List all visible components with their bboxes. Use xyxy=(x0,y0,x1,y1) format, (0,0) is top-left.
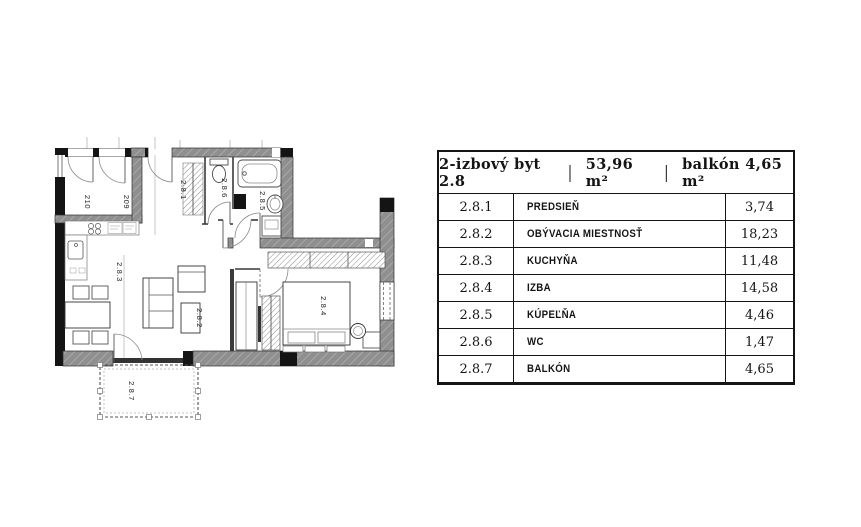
room-area: 1,47 xyxy=(745,334,774,350)
table-row xyxy=(439,221,793,248)
dining-set-icon xyxy=(65,286,110,344)
room-label-balcony: 2.8.7 xyxy=(127,381,136,401)
room-label-209: 209 xyxy=(122,194,131,210)
room-area: 4,46 xyxy=(745,307,774,323)
door-210 xyxy=(68,157,93,182)
room-area: 11,48 xyxy=(740,253,779,269)
room-area: 4,65 xyxy=(745,361,774,377)
room-code: 2.8.4 xyxy=(439,275,514,301)
room-code: 2.8.2 xyxy=(439,221,514,247)
room-name: IZBA xyxy=(514,275,726,301)
room-area: 14,58 xyxy=(740,280,779,296)
table-row xyxy=(439,275,793,302)
floor-plan xyxy=(52,136,404,428)
room-name: KÚPEĽŇA xyxy=(514,302,726,328)
room-label-living: 2.8.2 xyxy=(195,308,204,328)
table-row xyxy=(439,194,793,221)
washbasin-icon xyxy=(267,195,283,213)
room-code: 2.8.5 xyxy=(439,302,514,328)
side-table-icon xyxy=(351,324,381,349)
table-row xyxy=(439,356,793,382)
room-area: 18,23 xyxy=(740,226,779,242)
room-label-bedroom: 2.8.4 xyxy=(319,296,328,316)
table-row xyxy=(439,302,793,329)
room-label-wc: 2.8.6 xyxy=(220,178,229,198)
hall-living-door xyxy=(223,220,251,248)
room-code: 2.8.6 xyxy=(439,329,514,355)
unit-area-table xyxy=(437,150,795,385)
bedroom-wardrobe-icon xyxy=(236,282,257,350)
unit-balcony-area: balkón 4,65 m² xyxy=(682,155,783,190)
room-code: 2.8.1 xyxy=(439,194,514,220)
room-code: 2.8.7 xyxy=(439,356,514,382)
kitchen-counter-icon xyxy=(65,221,139,235)
tv-panel-icon xyxy=(258,306,261,342)
table-header xyxy=(439,152,793,194)
door-209 xyxy=(99,157,125,183)
bathtub-icon xyxy=(238,160,281,187)
balcony-outline xyxy=(98,363,201,420)
room-name: PREDSIEŇ xyxy=(514,194,726,220)
corridor-closets-icon xyxy=(268,252,385,268)
table-row xyxy=(439,329,793,356)
room-label-hall: 2.8.1 xyxy=(179,180,188,200)
sofa-icon xyxy=(143,278,173,328)
unit-title: 2-izbový byt 2.8 xyxy=(439,155,541,190)
bedroom-closet-icon xyxy=(262,296,280,350)
washing-machine-icon xyxy=(262,216,281,236)
header-separator: | xyxy=(664,162,670,183)
armchair-icon xyxy=(178,266,205,292)
balcony-door xyxy=(114,334,142,362)
room-name: KUCHYŇA xyxy=(514,248,726,274)
room-name: OBÝVACIA MIESTNOSŤ xyxy=(514,221,726,247)
axis-ticks xyxy=(87,137,262,149)
kitchen-sink-icon xyxy=(65,235,87,280)
header-separator: | xyxy=(567,162,573,183)
room-label-kitchen: 2.8.3 xyxy=(115,262,124,282)
room-name: BALKÓN xyxy=(514,356,726,382)
room-label-210: 210 xyxy=(83,194,92,210)
room-name: WC xyxy=(514,329,726,355)
bedroom-bench-icon xyxy=(283,346,345,352)
unit-total-area: 53,96 m² xyxy=(585,155,634,190)
bed-icon xyxy=(283,282,350,345)
room-code: 2.8.3 xyxy=(439,248,514,274)
room-area: 3,74 xyxy=(745,199,774,215)
room-label-bathroom: 2.8.5 xyxy=(258,191,267,211)
floor-plan-svg xyxy=(52,136,404,428)
table-row xyxy=(439,248,793,275)
entry-door xyxy=(148,157,172,182)
